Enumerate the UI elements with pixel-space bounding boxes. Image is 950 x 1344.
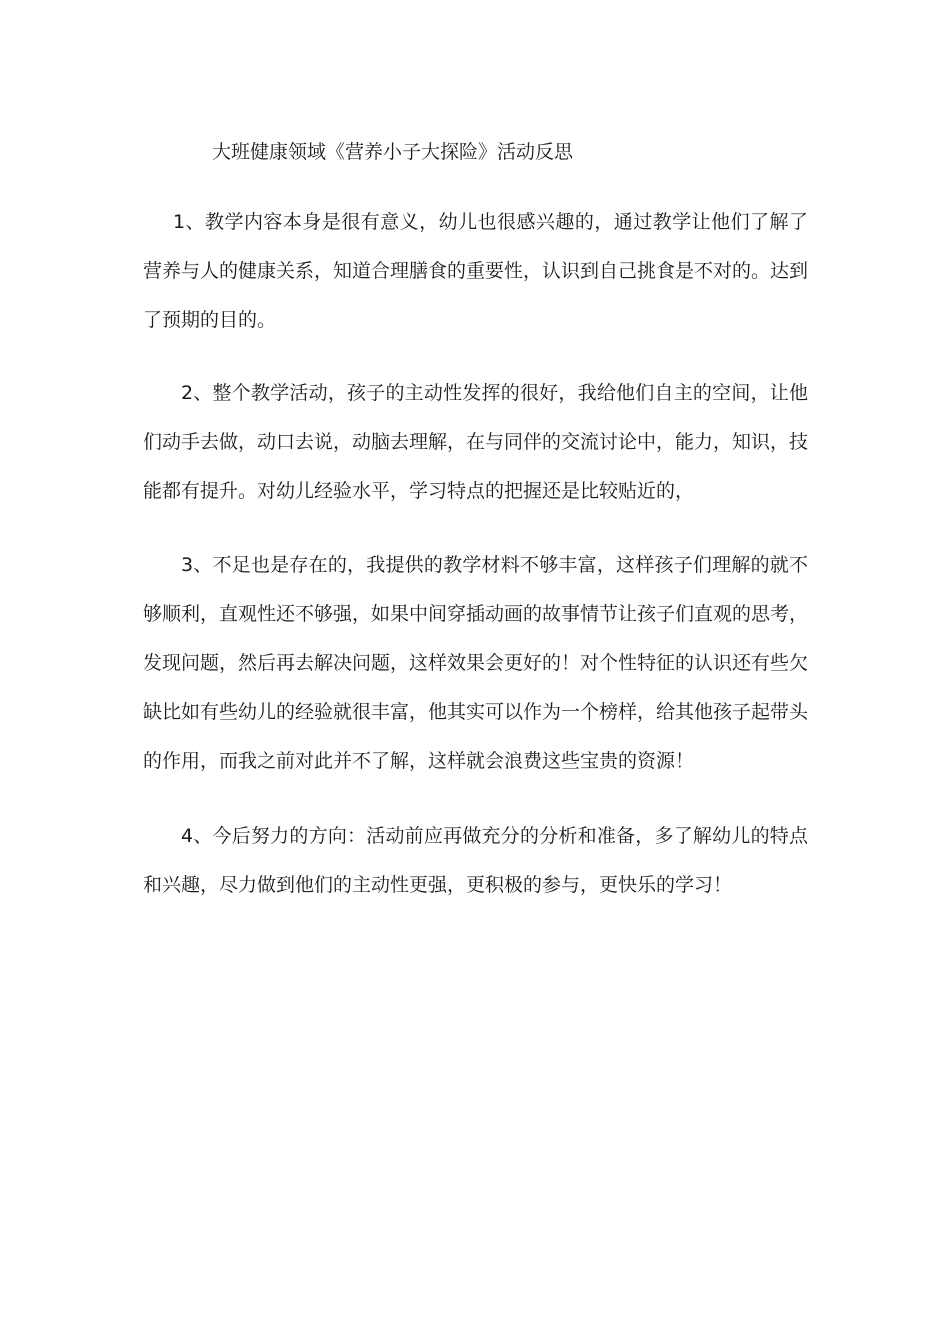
paragraph-1: 1、教学内容本身是很有意义，幼儿也很感兴趣的，通过教学让他们了解了营养与人的健康关系，知道合理膳食的重要性，认识到自己挑食是不对的。达到了预期的目的。 (143, 211, 809, 331)
paragraph-4: 4、今后努力的方向：活动前应再做充分的分析和准备，多了解幼儿的特点和兴趣，尽力做到他们的主动性更强，更积极的参与，更快乐的学习！ (143, 825, 808, 896)
paragraph-2: 2、整个教学活动，孩子的主动性发挥的很好，我给他们自主的空间，让他们动手去做，动口去说，动脑去理解，在与同伴的交流讨论中，能力，知识，技能都有提升。对幼儿经验水平，学习特点的把握还是比较贴近的， (143, 382, 809, 502)
paragraph-3: 3、不足也是存在的，我提供的教学材料不够丰富，这样孩子们理解的就不够顺利，直观性还不够强，如果中间穿插动画的故事情节让孩子们直观的思考，发现问题，然后再去解决问题，这样效果会更好的！对个性特征的认识还有些欠缺比如有些幼儿的经验就很丰富，他其实可以作为一个榜样，给其他孩子起带头的作用，而我之前对此并不了解，这样就会浪费这些宝贵的资源！ (143, 554, 809, 772)
document-title: 大班健康领域《营养小子大探险》活动反思 (212, 141, 574, 163)
